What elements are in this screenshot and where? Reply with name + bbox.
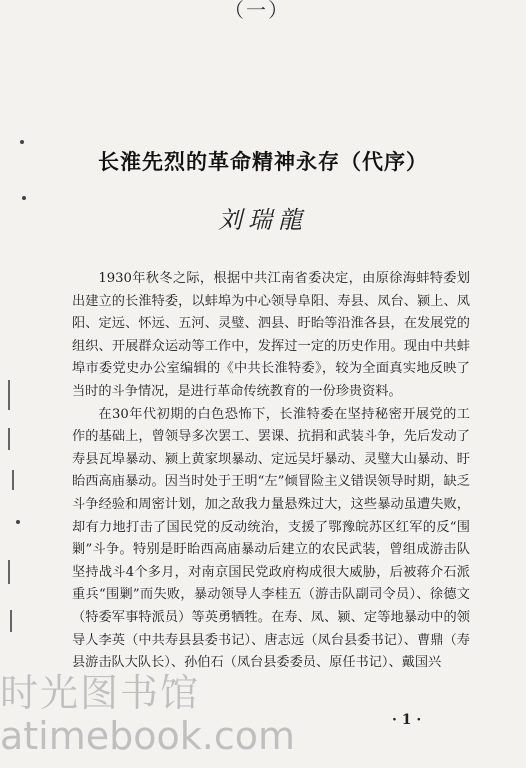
margin-bar xyxy=(8,560,10,584)
watermark-chinese: 时光图书馆 xyxy=(0,671,201,715)
margin-bar xyxy=(12,470,14,490)
body-text xyxy=(72,268,470,675)
margin-bar xyxy=(8,380,10,410)
margin-dot xyxy=(16,520,20,524)
page-number: · 1 · xyxy=(392,712,422,728)
header-mark: （一） xyxy=(224,0,290,22)
paragraph: 1930年秋冬之际，根据中共江南省委决定，由原徐海蚌特委划出建立的长淮特委，以蚌埠为中心领导阜阳、寿县、凤台、颍上、凤阳、定远、怀远、五河、灵璧、泗县、盱眙等沿淮各县，在发展党的组织、开展群众运动等工作中，发挥过一定的历史作用。现由中共蚌埠市委党史办公室编辑的《中共长淮特委》，较为全面真实地反映了当时的斗争情况，是进行革命传统教育的一份珍贵资料。 xyxy=(72,271,470,399)
margin-dot xyxy=(20,140,24,144)
margin-bar xyxy=(10,610,12,632)
document-title: 长淮先烈的革命精神永存（代序） xyxy=(98,149,428,174)
author-signature: 刘瑞龍 xyxy=(218,206,308,234)
watermark-url: atimebook.com xyxy=(0,714,296,758)
paragraph: 在30年代初期的白色恐怖下，长淮特委在坚持秘密开展党的工作的基础上，曾领导多次罢工、罢课、抗捐和武装斗争，先后发动了寿县瓦埠暴动、颍上黄家坝暴动、定远吴圩暴动、灵璧大山暴动、盱眙西高庙暴动。因当时处于王明“左”倾冒险主义错误领导时期，缺乏斗争经验和周密计划，加之敌我力量悬殊过大，这些暴动虽遭失败，却有力地打击了国民党的反动统治，支援了鄂豫皖苏区红军的反“围剿”斗争。特别是盱眙西高庙暴动后建立的农民武装，曾组成游击队坚持战斗4个多月，对南京国民党政府构成很大威胁，后被蒋介石派重兵“围剿”而失败，暴动领导人李桂五（游击队副司令员）、徐德文（特委军事特派员）等英勇牺牲。在寿、凤、颍、定等地暴动中的领导人李英（中共寿县县委书记）、唐志远（凤台县委书记）、曹鼎（寿县游击队大队长）、孙伯石（凤台县委委员、原任书记）、戴国兴 xyxy=(72,406,470,671)
margin-bar xyxy=(8,428,10,450)
